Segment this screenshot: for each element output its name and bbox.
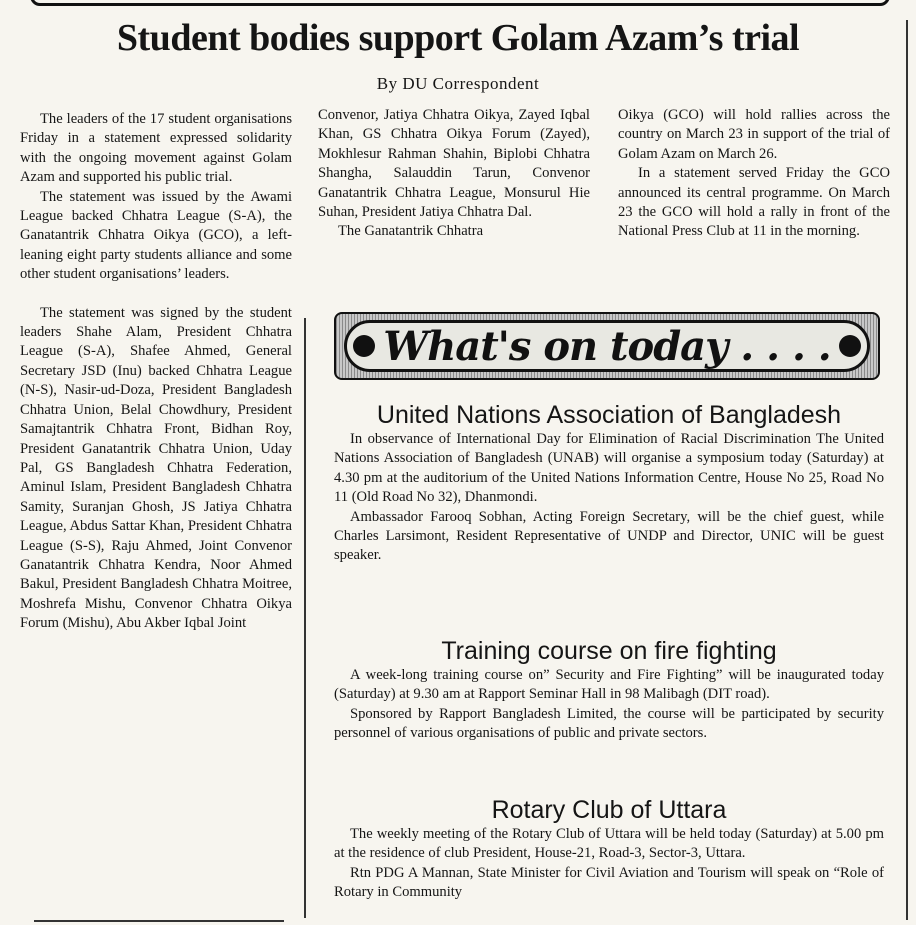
event-paragraph: The weekly meeting of the Rotary Club of Uttara will be held today (Saturday) at 5.00 pm at the residence of club President, House-21, Road-3, Sector-3, Uttara.: [334, 826, 884, 862]
event-paragraph: In observance of International Day for Elimination of Racial Discrimination The United Nations Association of Bangladesh (UNAB) will organise a symposium today (Saturday) at 4.30 pm at the auditorium of the United Nations Information Centre, House No 25, Road No 11 (Old Road No 32), Dhanmondi.: [334, 431, 884, 506]
bullet-dot-icon: [353, 335, 375, 357]
event-paragraph: A week-long training course on” Security and Fire Fighting” will be inaugurated today (Saturday) at 9.30 am at Rapport Seminar Hall in 98 Malibagh (DIT road).: [334, 667, 884, 703]
event-listing: [334, 636, 884, 744]
column-bottom-rule: [34, 920, 284, 922]
article-paragraph: In a statement served Friday the GCO announced its central programme. On March 23 the GCO will hold a rally in front of the National Press Club at 11 in the morning.: [618, 165, 890, 240]
article-paragraph: The statement was issued by the Awami League backed Chhatra League (S-A), the Ganatantrik Chhatra Oikya (GCO), a left-leaning eight party students alliance and some other student organisations’ leaders.: [20, 188, 292, 283]
article-paragraph: The leaders of the 17 student organisations Friday in a statement expressed solidarity with the ongoing movement against Golam Azam and supported his public trial.: [20, 111, 292, 186]
bullet-dot-icon: [839, 335, 861, 357]
event-title: Training course on fire fighting: [441, 637, 777, 665]
event-listing: [334, 795, 884, 903]
top-border-frame: [30, 0, 890, 6]
event-title: United Nations Association of Bangladesh: [376, 401, 842, 429]
article-paragraph: Oikya (GCO) will hold rallies across the country on March 23 in support of the trial of Golam Azam on March 26.: [618, 107, 890, 162]
page-edge-rule: [906, 20, 908, 920]
banner-frame: [344, 320, 870, 372]
banner-title: What's on today . . . .: [383, 322, 831, 370]
event-listing: [334, 400, 884, 566]
column-divider: [304, 318, 306, 918]
article-column-2: [318, 106, 590, 242]
event-paragraph: Rtn PDG A Mannan, State Minister for Civil Aviation and Tourism will speak on “Role of Rotary in Community: [334, 864, 884, 901]
event-paragraph: Sponsored by Rapport Bangladesh Limited, the course will be participated by security personnel of various organisations of public and private sectors.: [334, 705, 884, 742]
article-column-3: [618, 106, 890, 242]
whats-on-today-banner: [334, 312, 880, 380]
article-paragraph: Convenor, Jatiya Chhatra Oikya, Zayed Iqbal Khan, GS Chhatra Oikya Forum (Zayed), Mokhlesur Rahman Shahin, Biplobi Chhatra Shangha, Salauddin Tarun, Convenor Ganatantrik Chhatra League, Monsurul Hie Suhan, President Jatiya Chhatra Dal.: [318, 107, 590, 221]
event-title: Rotary Club of Uttara: [491, 796, 727, 824]
event-paragraph: Ambassador Farooq Sobhan, Acting Foreign Secretary, will be the chief guest, while Charles Larsimont, Resident Representative of UNDP and Director, UNIC will be guest speaker.: [334, 508, 884, 564]
article-headline: Student bodies support Golam Azam’s trial: [116, 17, 800, 59]
article-byline: By DU Correspondent: [376, 74, 540, 93]
article-paragraph: The Ganatantrik Chhatra: [338, 223, 484, 240]
article-column-1: [20, 110, 292, 634]
article-paragraph: The statement was signed by the student leaders Shahe Alam, President Chhatra League (S-A), Shafee Ahmed, General Secretary JSD (Inu) backed Chhatra League (N-S), Nasir-ud-Doza, President Bangladesh Chhatra Union, Belal Chowdhury, President Samajtantrik Chhatra Front, Bidhan Roy, President Ganatantrik Chhatra Union, Uday Pal, GS Bangladesh Chhatra Federation, Aminul Islam, President Bangladesh Chhatra Samity, Suranjan Ghosh, JS Jatiya Chhatra League, Abdus Sattar Khan, President Chhatra League (S-S), Raju Ahmed, Joint Convenor Ganatantrik Chhatra Kendra, Noor Ahmed Bakul, President Bangladesh Chhatra Moitree, Moshrefa Mishu, Convenor Chhatra Oikya Forum (Mishu), Abu Akber Iqbal Joint: [20, 304, 292, 632]
